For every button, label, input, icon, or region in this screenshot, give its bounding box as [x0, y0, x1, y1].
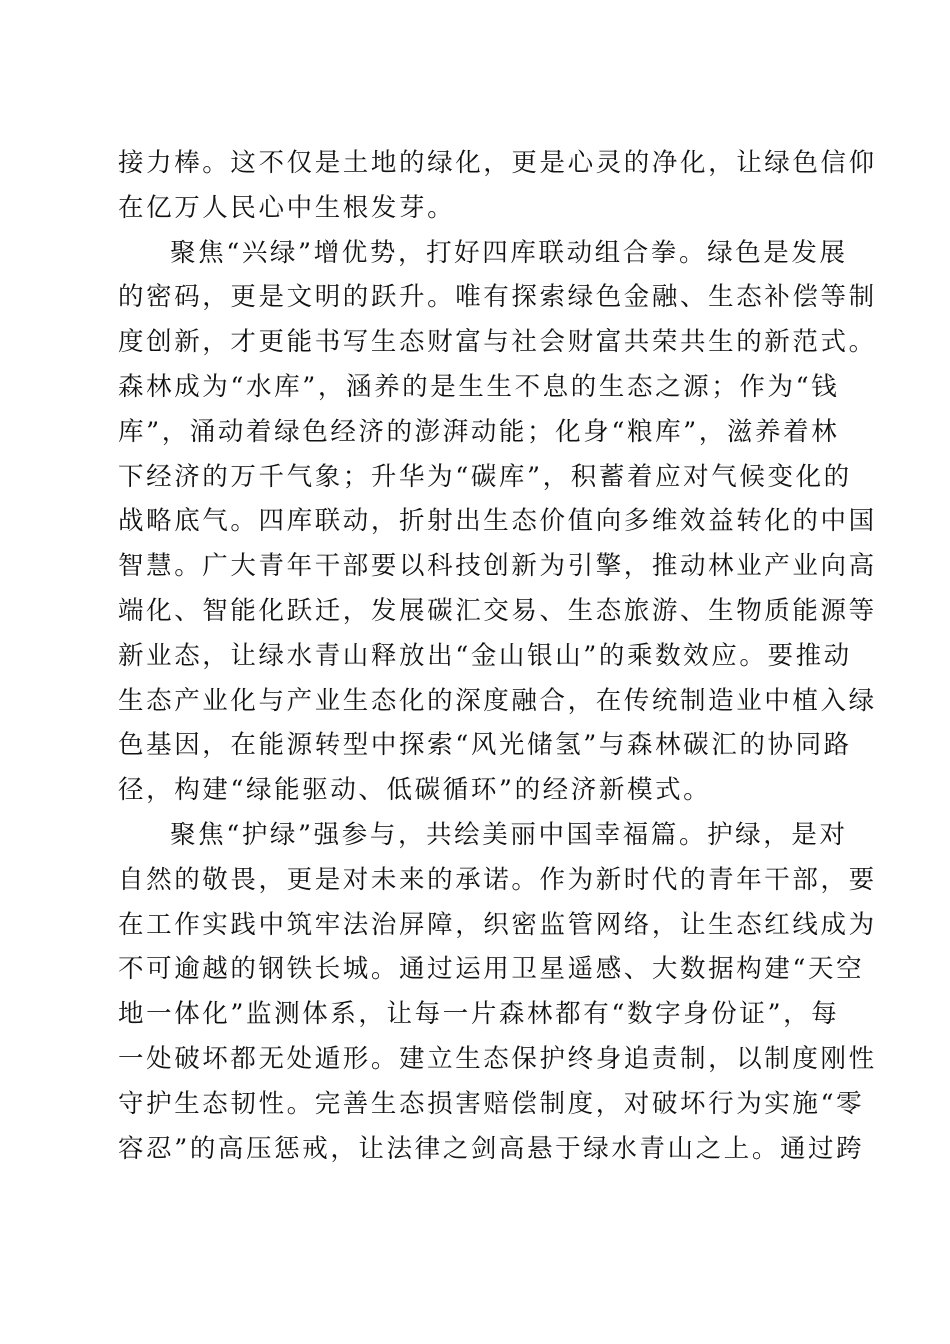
text-line: 不可逾越的钢铁长城。通过运用卫星遥感、大数据构建“天空 — [118, 954, 865, 985]
text-line: 端化、智能化跃迁，发展碳汇交易、生态旅游、生物质能源等 — [118, 595, 877, 626]
text-line: 色基因，在能源转型中探索“风光储氢”与森林碳汇的协同路 — [118, 730, 852, 761]
text-line: 守护生态韧性。完善生态损害赔偿制度，对破坏行为实施“零 — [118, 1088, 865, 1119]
text-line: 在工作实践中筑牢法治屏障，织密监管网络，让生态红线成为 — [118, 909, 877, 940]
text-line: 在亿万人民心中生根发芽。 — [118, 192, 456, 223]
text-line: 的密码，更是文明的跃升。唯有探索绿色金融、生态补偿等制 — [118, 282, 877, 313]
text-line: 下经济的万千气象；升华为“碳库”，积蓄着应对气候变化的 — [118, 461, 852, 492]
text-line: 接力棒。这不仅是土地的绿化，更是心灵的净化，让绿色信仰 — [118, 148, 877, 178]
text-line: 地一体化”监测体系，让每一片森林都有“数字身份证”，每 — [118, 999, 840, 1030]
text-line: 径，构建“绿能驱动、低碳循环”的经济新模式。 — [118, 775, 712, 806]
text-line: 一处破坏都无处遁形。建立生态保护终身追责制，以制度刚性 — [118, 1043, 877, 1074]
text-line: 森林成为“水库”，涵养的是生生不息的生态之源；作为“钱 — [118, 371, 840, 402]
text-line: 战略底气。四库联动，折射出生态价值向多维效益转化的中国 — [118, 506, 877, 537]
text-line: 自然的敬畏，更是对未来的承诺。作为新时代的青年干部，要 — [118, 864, 877, 895]
document-page — [118, 141, 877, 1171]
text-line: 容忍”的高压惩戒，让法律之剑高悬于绿水青山之上。通过跨 — [118, 1133, 865, 1164]
text-line: 新业态，让绿水青山释放出“金山银山”的乘数效应。要推动 — [118, 640, 852, 671]
text-line: 智慧。广大青年干部要以科技创新为引擎，推动林业产业向高 — [118, 551, 877, 582]
paragraph-first-line: 聚焦“护绿”强参与，共绘美丽中国幸福篇。护绿，是对 — [170, 819, 848, 850]
text-line: 生态产业化与产业生态化的深度融合，在传统制造业中植入绿 — [118, 685, 877, 716]
text-line: 库”，涌动着绿色经济的澎湃动能；化身“粮库”，滋养着林 — [118, 416, 840, 447]
text-line: 度创新，才更能书写生态财富与社会财富共荣共生的新范式。 — [118, 327, 877, 358]
paragraph-first-line: 聚焦“兴绿”增优势，打好四库联动组合拳。绿色是发展 — [170, 237, 848, 268]
